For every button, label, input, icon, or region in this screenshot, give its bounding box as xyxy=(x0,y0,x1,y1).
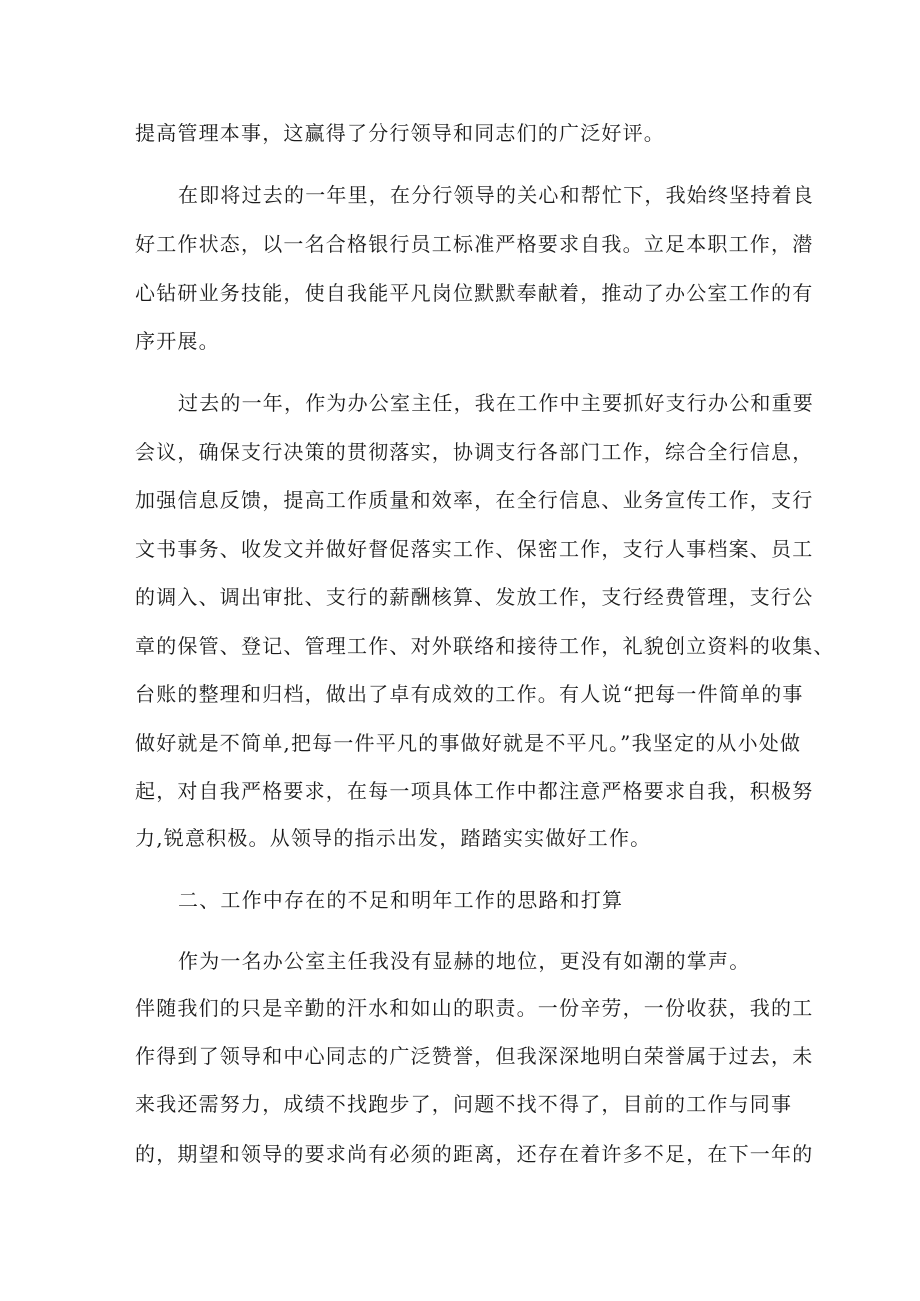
text-line: 作得到了领导和中心同志的广泛赞誉，但我深深地明白荣誉属于过去，未 xyxy=(135,1044,814,1068)
text-line: 台账的整理和归档，做出了卓有成效的工作。有人说“把每一件简单的事 xyxy=(135,682,804,706)
text-line: 力,锐意积极。从领导的指示出发，踏踏实实做好工作。 xyxy=(135,826,652,850)
text-line: 提高管理本事，这赢得了分行领导和同志们的广泛好评。 xyxy=(135,121,665,145)
paragraph-first-line: 作为一名办公室主任我没有显赫的地位，更没有如潮的掌声。 xyxy=(178,949,751,973)
text-line: 起，对自我严格要求，在每一项具体工作中都注意严格要求自我，积极努 xyxy=(135,779,814,803)
section-heading: 二、工作中存在的不足和明年工作的思路和打算 xyxy=(178,888,624,912)
paragraph-first-line: 在即将过去的一年里，在分行领导的关心和帮忙下，我始终坚持着良 xyxy=(178,183,814,207)
paragraph-first-line: 过去的一年，作为办公室主任，我在工作中主要抓好支行办公和重要 xyxy=(178,391,814,415)
text-line: 来我还需努力，成绩不找跑步了，问题不找不得了，目前的工作与同事 xyxy=(135,1092,793,1116)
text-line: 加强信息反馈，提高工作质量和效率，在全行信息、业务宣传工作，支行 xyxy=(135,488,814,512)
text-line: 的调入、调出审批、支行的薪酬核算、发放工作，支行经费管理，支行公 xyxy=(135,585,814,609)
text-line: 的，期望和领导的要求尚有必须的距离，还存在着许多不足，在下一年的 xyxy=(135,1142,814,1166)
text-line: 心钻研业务技能，使自我能平凡岗位默默奉献着，推动了办公室工作的有 xyxy=(135,281,814,305)
text-line: 会议，确保支行决策的贯彻落实，协调支行各部门工作，综合全行信息， xyxy=(135,440,814,464)
text-line: 伴随我们的只是辛勤的汗水和如山的职责。一份辛劳，一份收获，我的工 xyxy=(135,996,814,1020)
text-line: 序开展。 xyxy=(135,329,220,353)
text-line: 章的保管、登记、管理工作、对外联络和接待工作，礼貌创立资料的收集、 xyxy=(135,634,835,658)
text-line: 文书事务、收发文并做好督促落实工作、保密工作，支行人事档案、员工 xyxy=(135,537,814,561)
text-line: 好工作状态，以一名合格银行员工标准严格要求自我。立足本职工作，潜 xyxy=(135,232,814,256)
text-line: 做好就是不简单,把每一件平凡的事做好就是不平凡。”我坚定的从小处做 xyxy=(135,731,802,755)
